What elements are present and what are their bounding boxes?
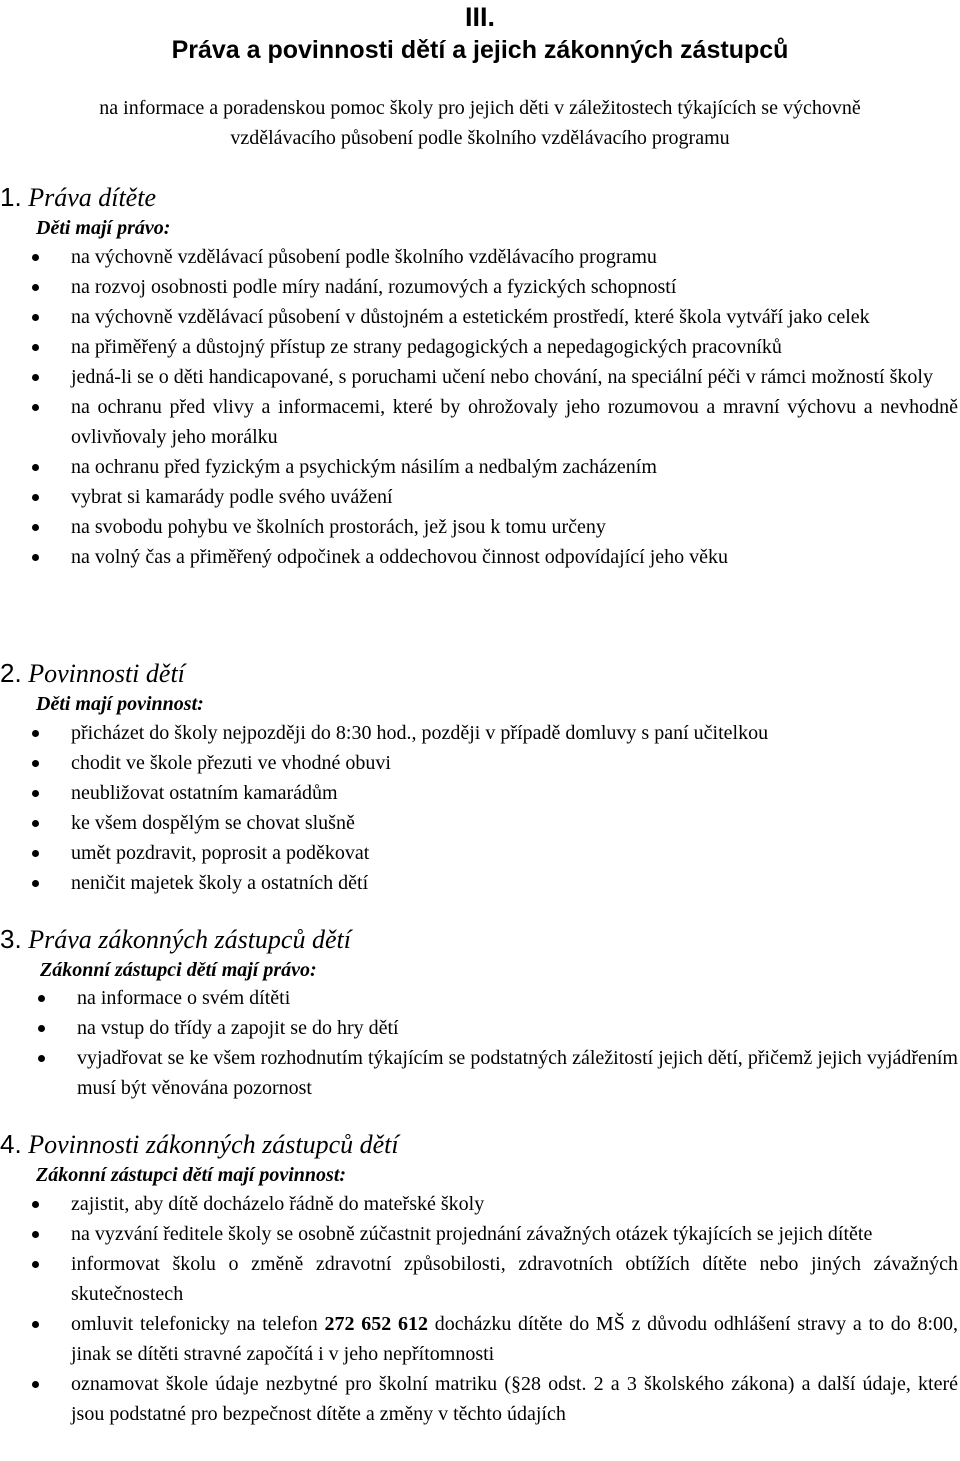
section-subtitle: Děti mají právo:: [36, 217, 171, 239]
list-item: jedná-li se o děti handicapované, s poruchami učení nebo chování, na speciální péči v rámci možností školy: [71, 362, 958, 392]
section-title: Práva zákonných zástupců dětí: [28, 925, 351, 954]
section-heading-rights-child: [0, 180, 156, 215]
excuse-text: omluvit telefonicky na telefon: [71, 1313, 318, 1335]
list-item: na vstup do třídy a zapojit se do hry dětí: [77, 1013, 958, 1043]
list-item: na informace o svém dítěti: [77, 983, 958, 1013]
section-number: 2.: [0, 658, 22, 688]
list-item: umět pozdravit, poprosit a poděkovat: [71, 838, 958, 868]
section-number: 3.: [0, 924, 22, 954]
list-item: na rozvoj osobnosti podle míry nadání, rozumových a fyzických schopností: [71, 272, 958, 302]
list-item: neubližovat ostatním kamarádům: [71, 778, 958, 808]
list-item-phone-excuse: [71, 1309, 958, 1369]
list-item: na vyzvání ředitele školy se osobně zúčastnit projednání závažných otázek týkajících se jejich dítěte: [71, 1219, 958, 1249]
list-item: na přiměřený a důstojný přístup ze strany pedagogických a nepedagogických pracovníků: [71, 332, 958, 362]
section-heading-duties-guardians: [0, 1127, 399, 1162]
section-number: 1.: [0, 182, 22, 212]
list-item: vyjadřovat se ke všem rozhodnutím týkajícím se podstatných záležitostí jejich dětí, přičemž jejich vyjádřením musí být věnována pozornost: [77, 1043, 958, 1103]
rights-guardians-list: [77, 983, 958, 1103]
list-item: na výchovně vzdělávací působení v důstojném a estetickém prostředí, které škola vytváří jako celek: [71, 302, 958, 332]
section-title: Práva dítěte: [28, 183, 156, 212]
section-title: Povinnosti dětí: [28, 659, 185, 688]
intro-line: vzdělávacího působení podle školního vzdělávacího programu: [230, 127, 730, 149]
school-phone-number: 272 652 612: [324, 1313, 428, 1335]
list-item: ke všem dospělým se chovat slušně: [71, 808, 958, 838]
duties-child-list: [71, 718, 958, 898]
intro-paragraph: [0, 93, 960, 153]
section-heading-rights-guardians: [0, 922, 351, 957]
rights-child-list: [71, 242, 958, 572]
section-title: Povinnosti zákonných zástupců dětí: [28, 1130, 399, 1159]
section-number: 4.: [0, 1129, 22, 1159]
list-item: informovat školu o změně zdravotní způsobilosti, zdravotních obtížích dítěte nebo jiných závažných skutečnostech: [71, 1249, 958, 1309]
list-item: na volný čas a přiměřený odpočinek a oddechovou činnost odpovídající jeho věku: [71, 542, 958, 572]
list-item: chodit ve škole přezuti ve vhodné obuvi: [71, 748, 958, 778]
list-item: oznamovat škole údaje nezbytné pro školní matriku (§28 odst. 2 a 3 školského zákona) a další údaje, které jsou podstatné pro bezpečnost dítěte a změny v těchto údajích: [71, 1369, 958, 1429]
list-item: neničit majetek školy a ostatních dětí: [71, 868, 958, 898]
section-numeral: III.: [464, 2, 495, 32]
list-item: vybrat si kamarády podle svého uvážení: [71, 482, 958, 512]
list-item: zajistit, aby dítě docházelo řádně do mateřské školy: [71, 1189, 958, 1219]
list-item: na ochranu před vlivy a informacemi, které by ohrožovaly jeho rozumovou a mravní výchovu a nevhodně ovlivňovaly jeho morálku: [71, 392, 958, 452]
list-item: na svobodu pohybu ve školních prostorách, jež jsou k tomu určeny: [71, 512, 958, 542]
list-item: přicházet do školy nejpozději do 8:30 hod., později v případě domluvy s paní učitelkou: [71, 718, 958, 748]
intro-line: na informace a poradenskou pomoc školy pro jejich děti v záležitostech týkajících se výchovně: [99, 97, 861, 119]
page-title: Práva a povinnosti dětí a jejich zákonných zástupců: [171, 36, 789, 64]
section-heading-duties-child: [0, 656, 185, 691]
duties-guardians-list: [71, 1189, 958, 1429]
section-subtitle: Zákonní zástupci dětí mají právo:: [40, 959, 317, 981]
section-subtitle: Zákonní zástupci dětí mají povinnost:: [36, 1164, 347, 1186]
list-item: na výchovně vzdělávací působení podle školního vzdělávacího programu: [71, 242, 958, 272]
list-item: na ochranu před fyzickým a psychickým násilím a nedbalým zacházením: [71, 452, 958, 482]
section-subtitle: Děti mají povinnost:: [36, 693, 204, 715]
excuse-text: docházku dítěte do MŠ z důvodu odhlášení stravy a to do 8:00, jinak se dítěti stravné započítá i v jeho nepřítomnosti: [71, 1313, 959, 1365]
